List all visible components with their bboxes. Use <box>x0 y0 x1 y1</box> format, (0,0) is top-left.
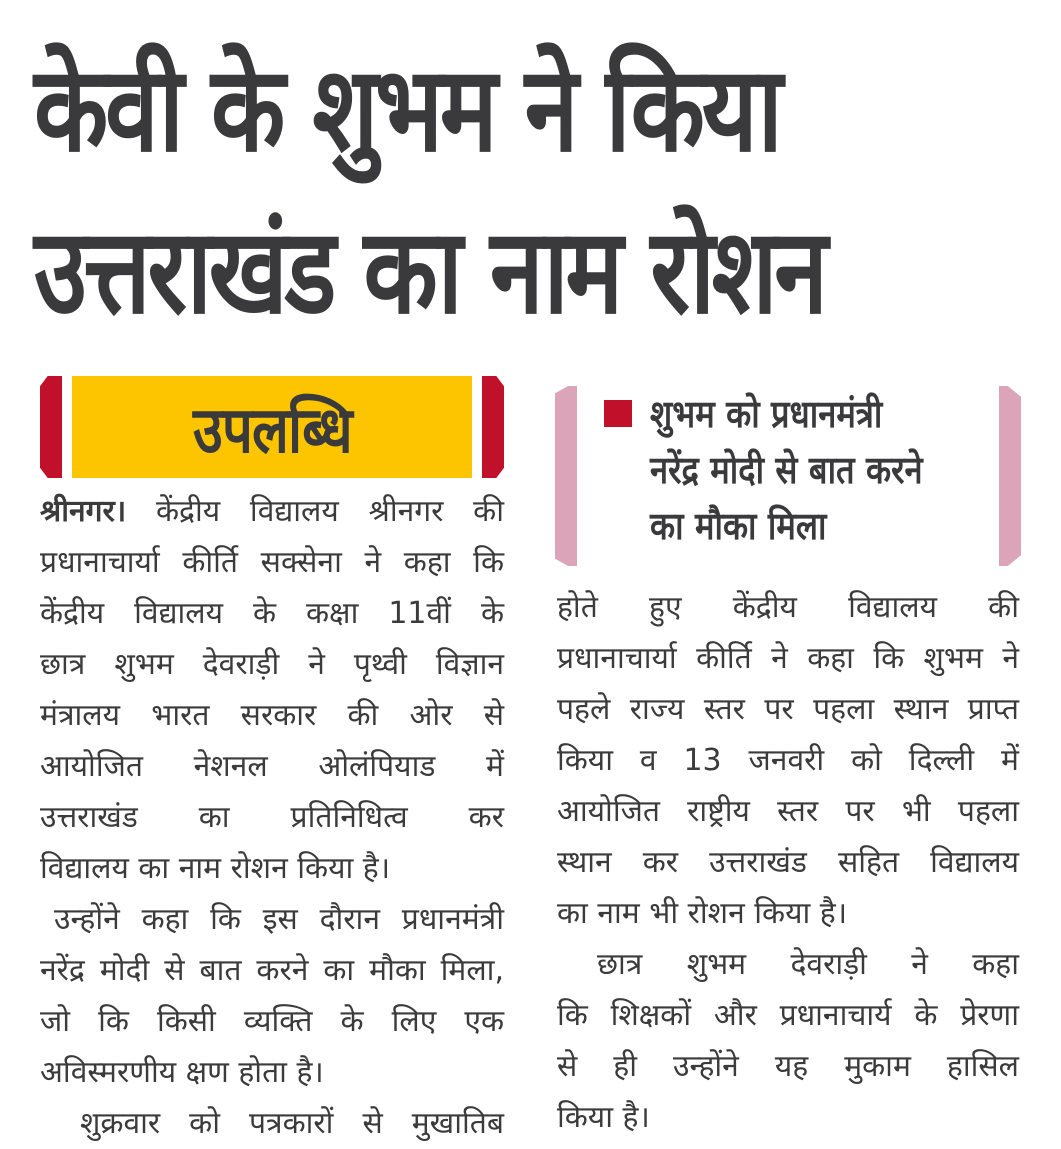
highlight-box <box>555 386 1021 566</box>
article-line: आयोजित नेशनल ओलंपियाड में <box>40 749 504 784</box>
article-line <box>40 486 504 537</box>
article-line: प्रधानाचार्या कीर्ति ने कहा कि शुभम ने <box>557 641 1019 676</box>
article-line: से ही उन्होंने यह मुकाम हासिल <box>557 1049 1019 1084</box>
headline <box>34 28 854 352</box>
highlight-left-bar <box>555 386 577 566</box>
banner-left-cap <box>40 376 62 478</box>
article-line: मंत्रालय भारत सरकार की ओर से <box>40 698 504 733</box>
headline-line-1: केवी के शुभम ने किया <box>34 40 780 178</box>
highlight-line: का मौका मिला <box>650 504 827 548</box>
article-line: प्रधानाचार्या कीर्ति सक्सेना ने कहा कि <box>40 545 504 580</box>
article-line: किया है। <box>557 1100 650 1135</box>
article-line: पहले राज्य स्तर पर पहला स्थान प्राप्त <box>557 692 1019 727</box>
highlight-right-bar <box>999 386 1021 566</box>
article-text: केंद्रीय विद्यालय श्रीनगर की <box>126 494 504 529</box>
article-line: का नाम भी रोशन किया है। <box>557 896 848 931</box>
headline-line-2: उत्तराखंड का नाम रोशन <box>34 202 825 340</box>
section-banner <box>40 376 504 478</box>
article-line: छात्र शुभम देवराड़ी ने पृथ्वी विज्ञान <box>40 647 504 682</box>
article-line: किया व 13 जनवरी को दिल्ली में <box>557 743 1019 778</box>
article-line: आयोजित राष्ट्रीय स्तर पर भी पहला <box>557 794 1019 829</box>
article-line: अविस्मरणीय क्षण होता है। <box>40 1055 324 1090</box>
article-line: उत्तराखंड का प्रतिनिधित्व कर <box>40 800 504 835</box>
article-line: विद्यालय का नाम रोशन किया है। <box>40 851 391 886</box>
article-line: कि शिक्षकों और प्रधानाचार्य के प्रेरणा <box>557 998 1019 1033</box>
highlight-line: नरेंद्र मोदी से बात करने <box>650 448 923 492</box>
article-line: नरेंद्र मोदी से बात करने का मौका मिला, <box>40 953 504 988</box>
banner-right-cap <box>482 376 504 478</box>
article-line: शुक्रवार को पत्रकारों से मुखातिब <box>80 1106 504 1141</box>
article-line: छात्र शुभम देवराड़ी ने कहा <box>597 947 1019 982</box>
article-line: होते हुए केंद्रीय विद्यालय की <box>557 590 1019 625</box>
article-line: जो कि किसी व्यक्ति के लिए एक <box>40 1004 504 1039</box>
article-line: केंद्रीय विद्यालय के कक्षा 11वीं के <box>40 596 504 631</box>
highlight-line: शुभम को प्रधानमंत्री <box>650 392 883 436</box>
article-column-left <box>40 486 504 1149</box>
article-line: उन्होंने कहा कि इस दौरान प्रधानमंत्री <box>54 902 504 937</box>
banner-label: उपलब्धि <box>192 393 352 468</box>
article-line: स्थान कर उत्तराखंड सहित विद्यालय <box>557 845 1019 880</box>
banner-fill <box>72 376 472 478</box>
highlight-text <box>650 386 1011 554</box>
dateline: श्रीनगर। <box>40 494 127 529</box>
article-column-right <box>557 582 1019 1143</box>
square-bullet-icon <box>604 400 632 427</box>
